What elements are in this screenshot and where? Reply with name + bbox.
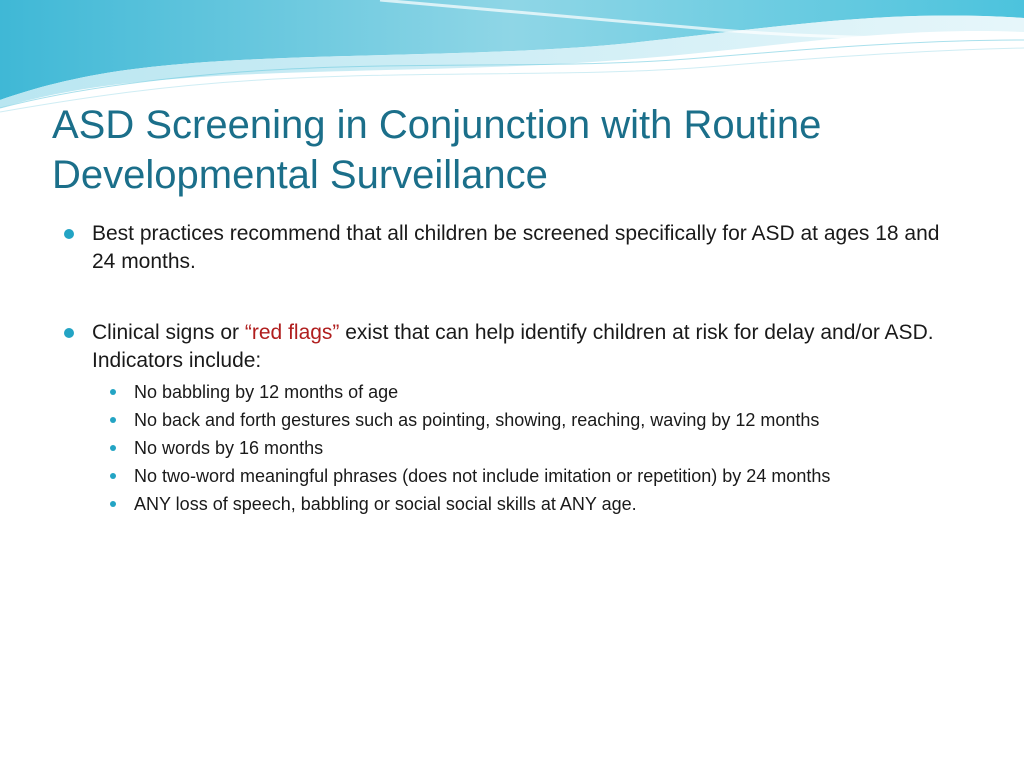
title-line-2: Developmental Surveillance xyxy=(52,153,548,197)
indicator-item xyxy=(134,465,954,487)
indicator-text: No words by 16 months xyxy=(134,438,324,458)
clinical-signs-text-after: exist that can help identify children at risk for delay and/or ASD. Indicators include: xyxy=(92,321,934,372)
indicator-item xyxy=(134,381,954,403)
title-line-1: ASD Screening in Conjunction with Routine xyxy=(52,103,822,147)
clinical-signs-text-before: Clinical signs or xyxy=(92,321,245,344)
indicator-text: No two-word meaningful phrases (does not include imitation or repetition) by 24 months xyxy=(134,466,831,486)
bullet-dot-icon xyxy=(64,229,74,239)
indicator-item xyxy=(134,437,954,459)
bullet-dot-icon xyxy=(64,328,74,338)
indicators-list xyxy=(0,381,1024,515)
sub-bullet-dot-icon xyxy=(110,445,116,451)
red-flags-highlight: “red flags” xyxy=(244,321,340,344)
bullet-best-practices xyxy=(92,220,962,276)
indicator-text: ANY loss of speech, babbling or social social skills at ANY age. xyxy=(134,494,637,514)
slide-body xyxy=(0,220,1024,515)
indicator-item xyxy=(134,409,954,431)
indicator-text: No back and forth gestures such as pointing, showing, reaching, waving by 12 months xyxy=(134,410,820,430)
sub-bullet-dot-icon xyxy=(110,473,116,479)
slide-title xyxy=(52,100,992,200)
bullet-best-practices-text: Best practices recommend that all children be screened specifically for ASD at ages 18 and 24 months. xyxy=(92,222,940,273)
sub-bullet-dot-icon xyxy=(110,501,116,507)
sub-bullet-dot-icon xyxy=(110,389,116,395)
sub-bullet-dot-icon xyxy=(110,417,116,423)
indicator-item xyxy=(134,493,954,515)
indicator-text: No babbling by 12 months of age xyxy=(134,382,399,402)
bullet-clinical-signs xyxy=(92,319,962,375)
